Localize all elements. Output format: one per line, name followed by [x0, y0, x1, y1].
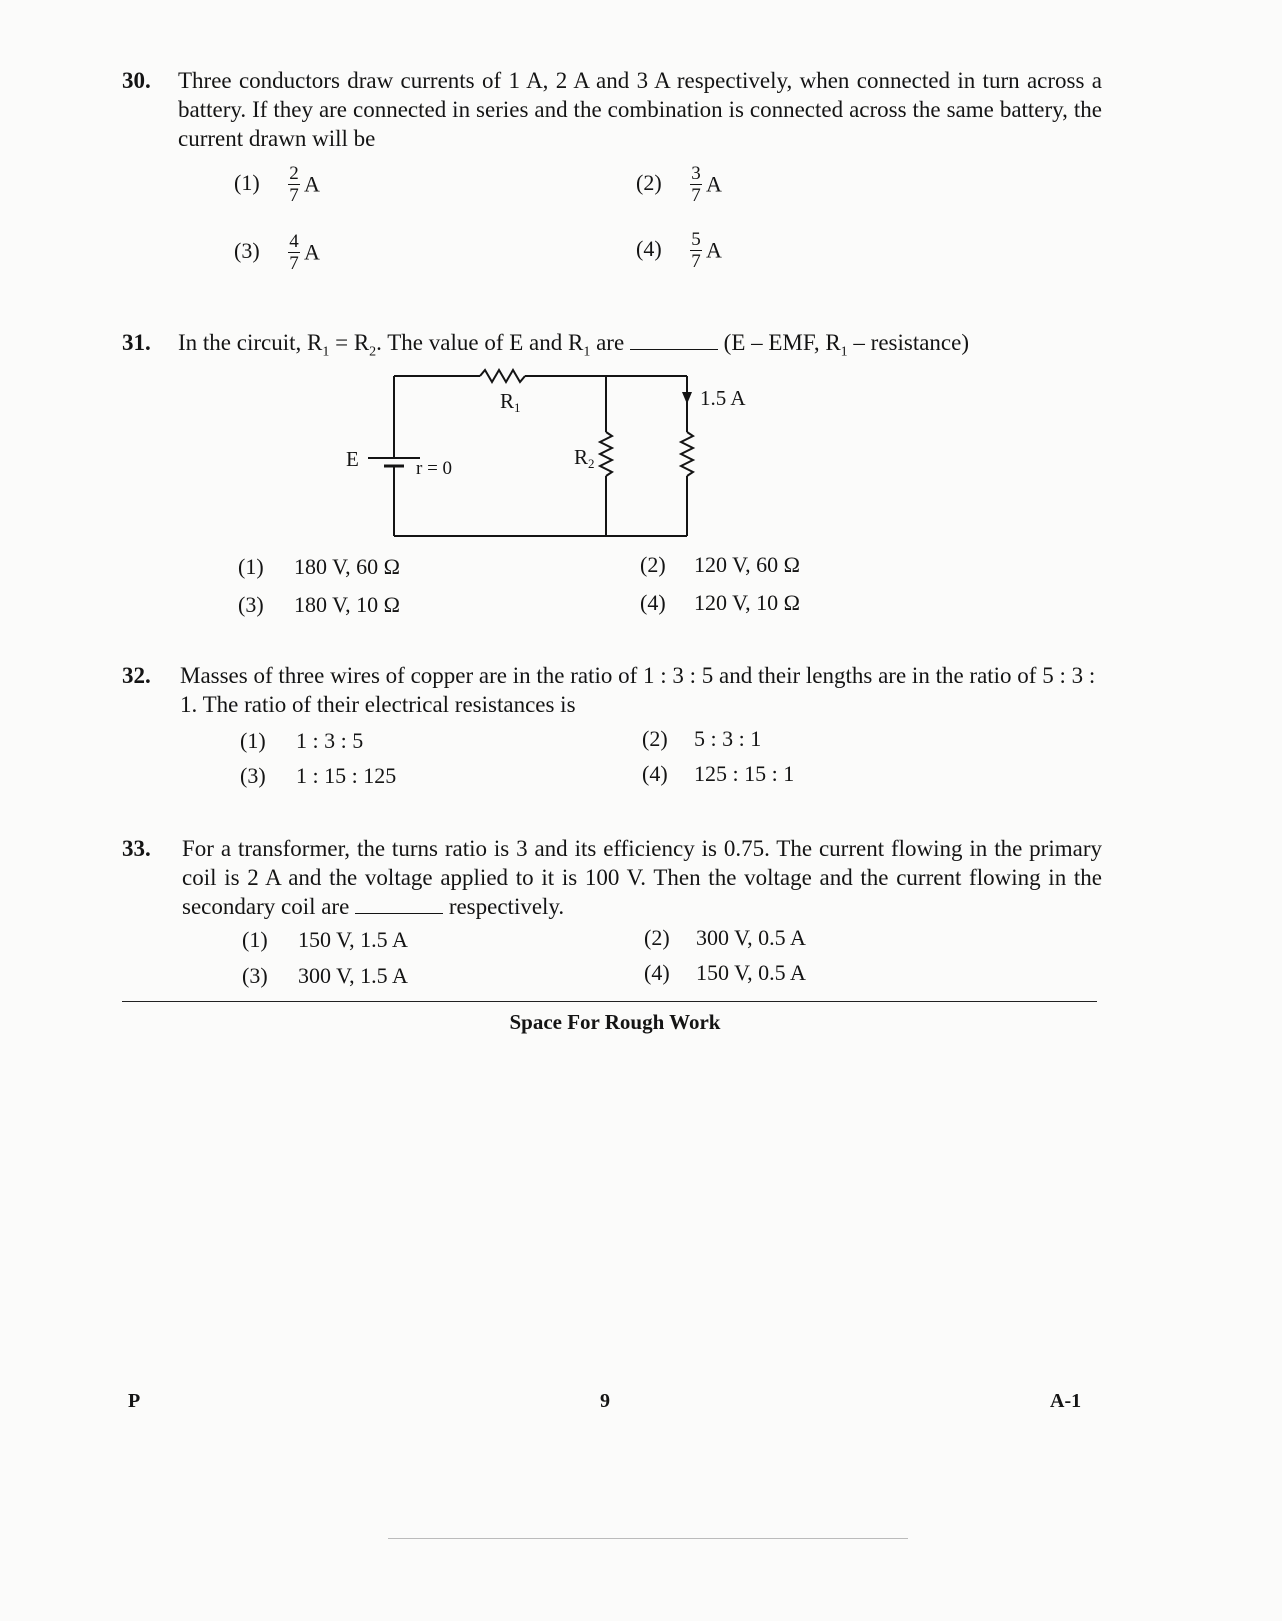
answer-blank	[630, 331, 718, 350]
question-text: In the circuit, $R_1 = R_2$. The value of E and $R_1$ are (E – EMF, $R_1$ – resistance)	[178, 330, 970, 360]
option-text: 120 V, 10 Ω	[694, 590, 801, 615]
question-text: Masses of three wires of copper are in the ratio of 1 : 3 : 5 and their lengths are in the ratio of 5 : 3 : 1. The ratio of their electrical resistances is	[180, 663, 1096, 717]
r2-label: R2	[574, 445, 595, 471]
section-divider	[122, 1001, 1097, 1002]
option-text: 300 V, 0.5 A	[696, 925, 806, 950]
option-label: (1)	[234, 169, 260, 195]
option-text: 150 V, 0.5 A	[696, 960, 806, 985]
option-label: (2)	[640, 552, 666, 577]
bottom-edge-line	[388, 1538, 908, 1539]
answer-blank	[355, 895, 443, 914]
option-label: (2)	[642, 726, 668, 751]
q31-option-1[interactable]	[238, 554, 400, 580]
internal-resistance-label: r = 0	[416, 458, 453, 479]
option-label: (3)	[234, 237, 260, 263]
option-label: (3)	[238, 592, 264, 617]
q30-option-1[interactable]: (1) $\frac{2}{7}$ A	[234, 163, 320, 206]
question-33	[122, 834, 1102, 921]
option-label: (1)	[240, 728, 266, 753]
question-text: Three conductors draw currents of 1 A, 2 A and 3 A respectively, when connected in turn across a battery. If they are connected in series and the combination is connected across the same battery, the current drawn will be	[178, 68, 1102, 151]
option-text: 1 : 15 : 125	[296, 763, 397, 788]
question-number: 30.	[122, 68, 151, 93]
fraction: $\frac{4}{7}$	[289, 231, 299, 274]
footer-series-code: P	[128, 1390, 141, 1412]
option-label: (4)	[640, 590, 666, 615]
resistor-r3-icon	[681, 432, 693, 476]
emf-label: E	[346, 447, 359, 471]
r1-label: R1	[500, 389, 521, 415]
option-text: 180 V, 60 Ω	[294, 554, 401, 579]
q31-option-4[interactable]	[640, 590, 800, 616]
option-label: (4)	[642, 761, 668, 786]
q32-option-4[interactable]	[642, 761, 794, 787]
question-number: 32.	[122, 663, 151, 688]
option-text: 150 V, 1.5 A	[298, 927, 408, 952]
option-label: (2)	[636, 169, 662, 195]
option-label: (3)	[242, 963, 268, 988]
footer-paper-code: A-1	[1050, 1390, 1082, 1412]
option-label: (4)	[644, 960, 670, 985]
option-label: (1)	[238, 554, 264, 579]
q32-option-1[interactable]	[240, 728, 363, 754]
rough-work-heading: Space For Rough Work	[509, 1010, 721, 1034]
current-arrow-icon	[682, 392, 692, 404]
resistor-r2-icon	[600, 432, 612, 476]
q30-option-4[interactable]: (4) $\frac{5}{7}$ A	[636, 229, 722, 272]
q33-option-3[interactable]	[242, 963, 408, 989]
q32-option-3[interactable]	[240, 763, 396, 789]
q30-option-2[interactable]: (2) $\frac{3}{7}$ A	[636, 163, 722, 206]
question-32	[122, 661, 1102, 719]
q31-option-3[interactable]	[238, 592, 400, 618]
resistor-r1-icon	[480, 370, 525, 382]
option-label: (3)	[240, 763, 266, 788]
option-text: 5 : 3 : 1	[694, 726, 762, 751]
option-text: 1 : 3 : 5	[296, 728, 364, 753]
question-number: 33.	[122, 836, 151, 861]
question-text: For a transformer, the turns ratio is 3 and its efficiency is 0.75. The current flowing in the primary coil is 2 A and the voltage applied to it is 100 V. Then the voltage and the current flowing in the secondary coil are respectively.	[182, 836, 1102, 919]
option-text: 180 V, 10 Ω	[294, 592, 401, 617]
fraction: $\frac{2}{7}$	[289, 163, 299, 206]
circuit-diagram	[340, 360, 760, 550]
option-text: 120 V, 60 Ω	[694, 552, 801, 577]
option-text: 125 : 15 : 1	[694, 761, 795, 786]
option-label: (2)	[644, 925, 670, 950]
q33-option-1[interactable]	[242, 927, 408, 953]
current-label: 1.5 A	[700, 386, 746, 410]
q31-option-2[interactable]	[640, 552, 800, 578]
q32-option-2[interactable]	[642, 726, 761, 752]
q30-option-3[interactable]: (3) $\frac{4}{7}$ A	[234, 231, 320, 274]
page-number: 9	[600, 1390, 610, 1412]
option-label: (4)	[636, 235, 662, 261]
q33-option-4[interactable]	[644, 960, 806, 986]
q33-option-2[interactable]	[644, 925, 806, 951]
question-31	[122, 328, 1102, 360]
fraction: $\frac{5}{7}$	[691, 229, 701, 272]
fraction: $\frac{3}{7}$	[691, 163, 701, 206]
option-label: (1)	[242, 927, 268, 952]
question-number: 31.	[122, 330, 151, 355]
option-text: 300 V, 1.5 A	[298, 963, 408, 988]
question-30	[122, 66, 1102, 153]
